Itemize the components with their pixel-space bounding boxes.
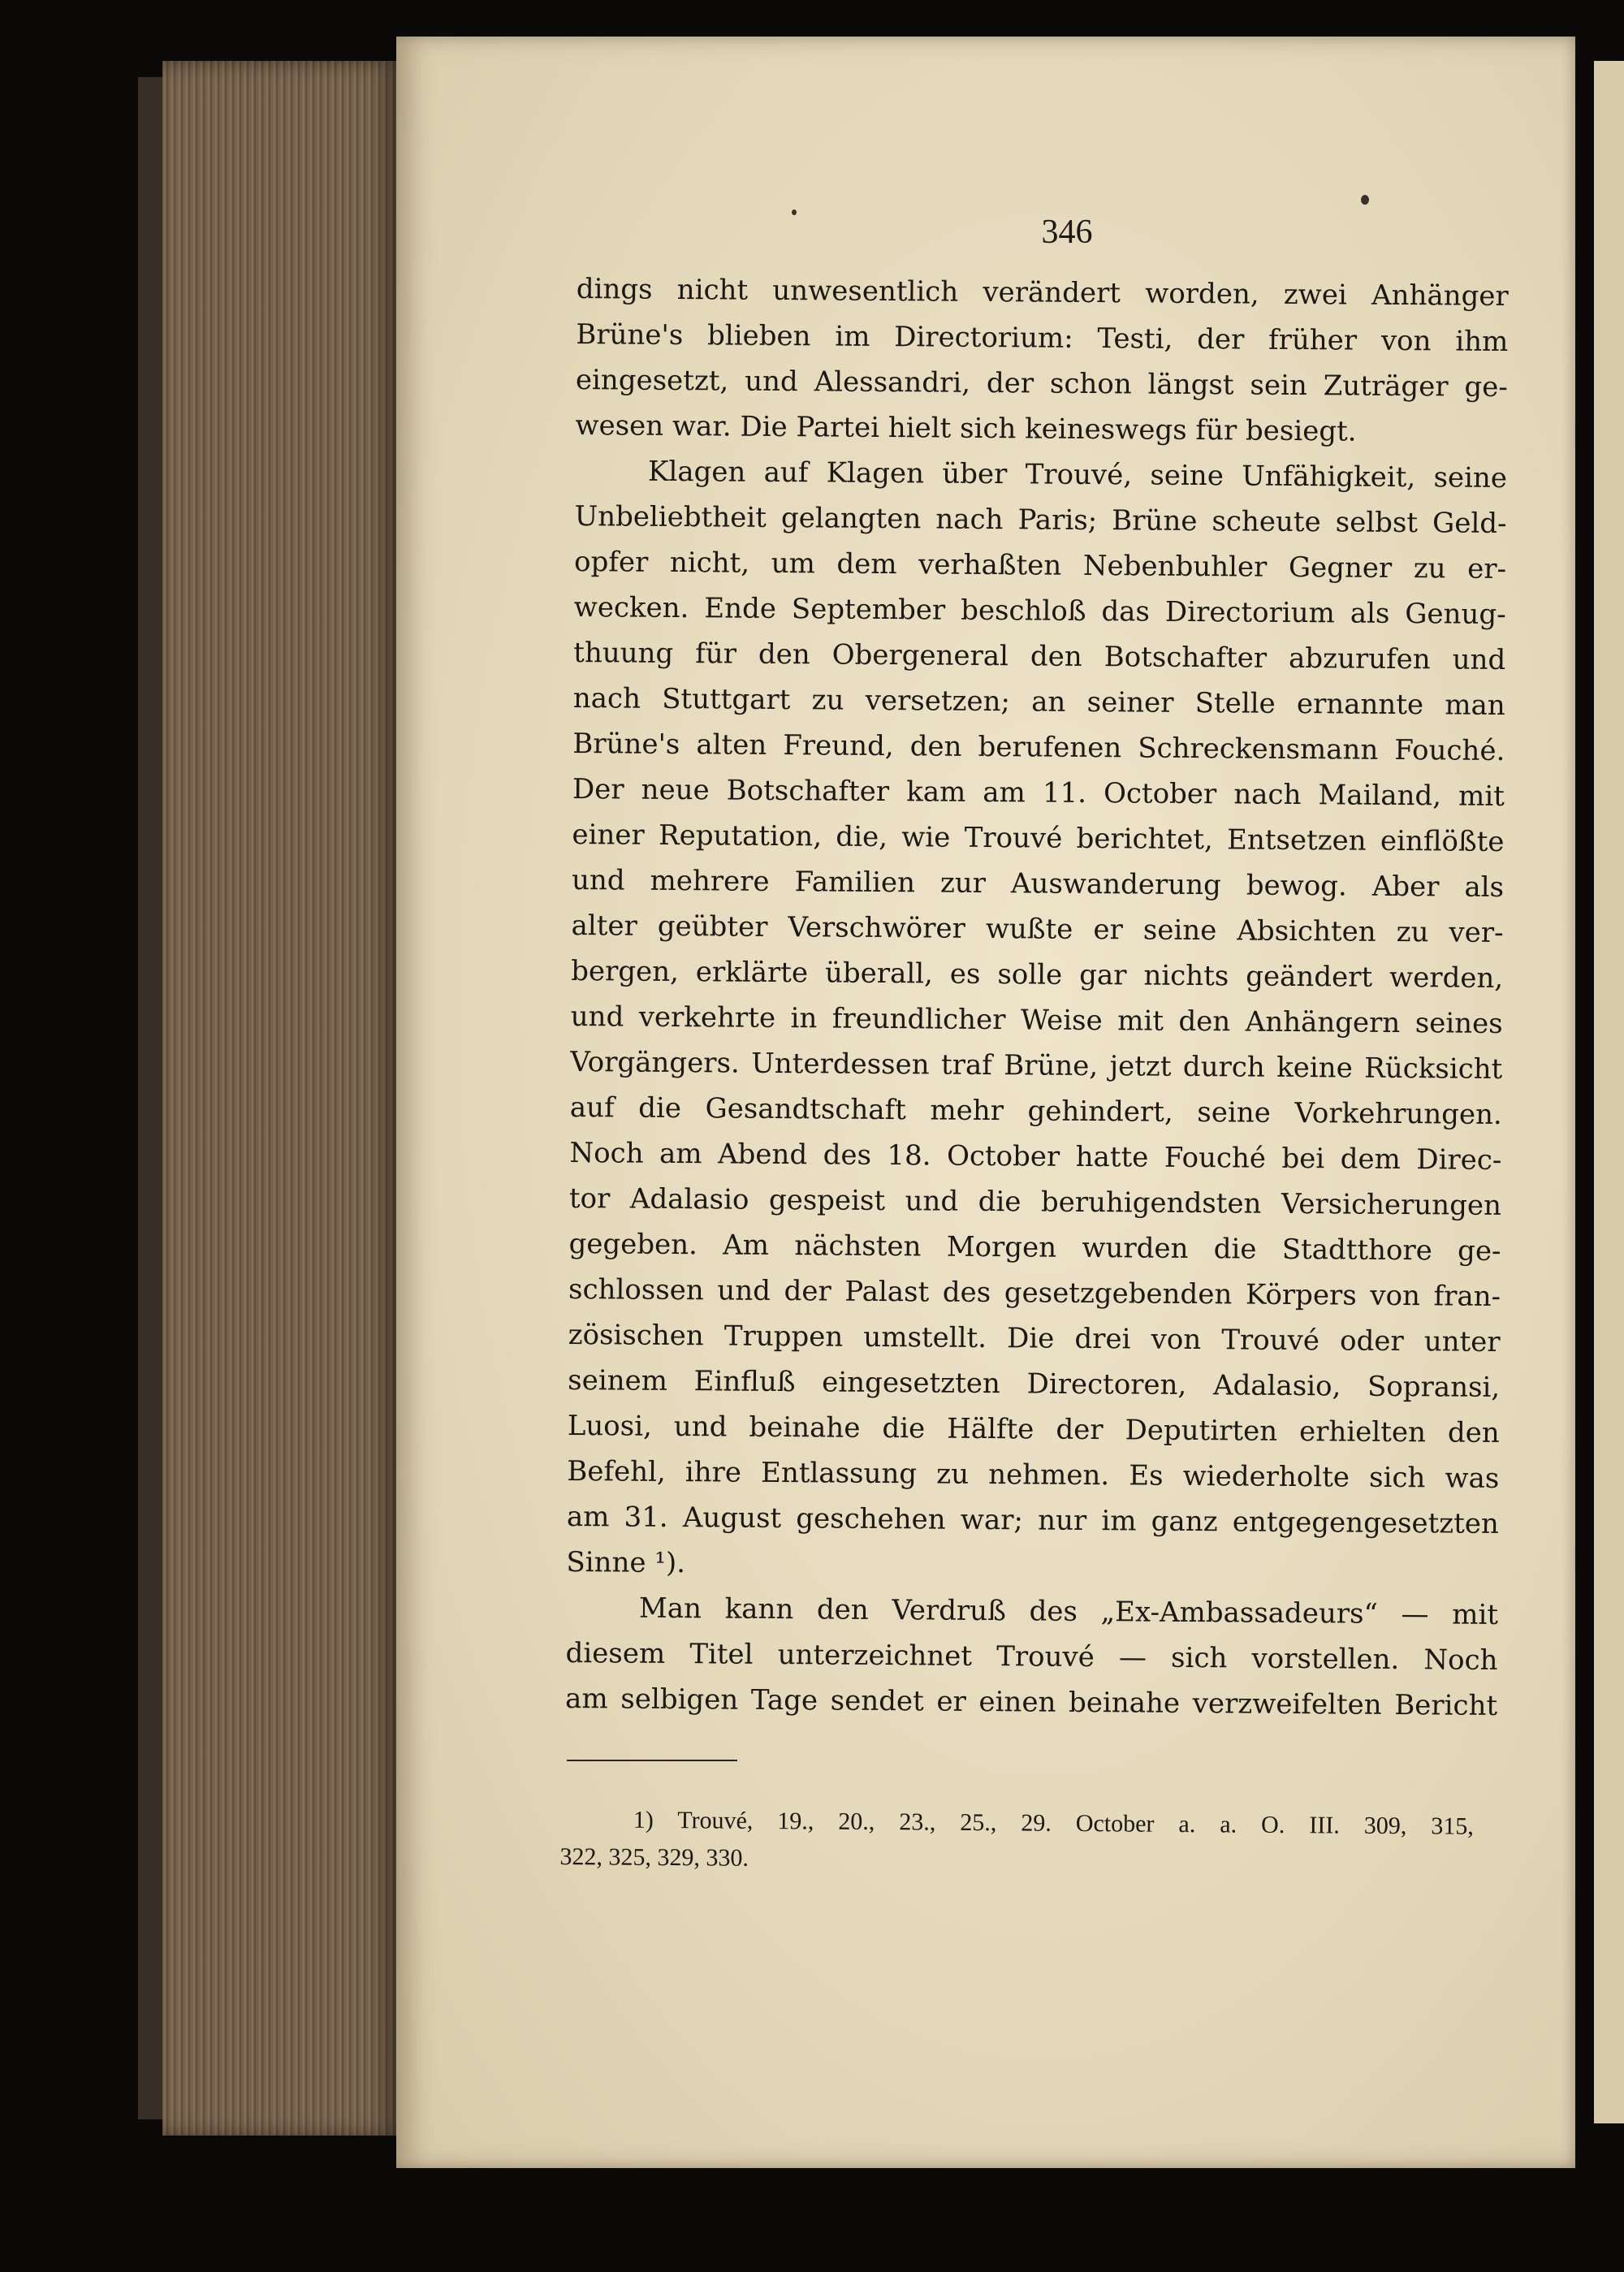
text-line: Der neue Botschafter kam am 11. October nach Mailand, mit (572, 772, 1505, 813)
text-line: einer Reputation, die, wie Trouvé berichtet, Entsetzen einflößte (572, 818, 1505, 858)
text-line: tor Adalasio gespeist und die beruhigendsten Versicherungen (568, 1181, 1502, 1222)
ink-speck (792, 209, 797, 215)
text-line: Brüne's alten Freund, den berufenen Schreckensmann Fouché. (572, 727, 1505, 767)
facing-page-edge (1594, 61, 1624, 2123)
text-line: thuung für den Obergeneral den Botschafter abzurufen und (573, 636, 1506, 677)
text-line: seinem Einfluß eingesetzten Directoren, Adalasio, Sopransi, (568, 1363, 1501, 1404)
text-line: auf die Gesandtschaft mehr gehindert, seine Vorkehrungen. (569, 1091, 1502, 1131)
footnote (559, 1801, 1474, 1883)
text-line: Unbeliebtheit gelangten nach Paris; Brüne scheute selbst Geld- (574, 499, 1507, 541)
footnote-line: 322, 325, 329, 330. (559, 1842, 749, 1872)
text-line: Klagen auf Klagen über Trouvé, seine Unfähigkeit, seine (647, 455, 1508, 495)
text-line: alter geübter Verschwörer wußte er seine Absichten zu ver- (571, 909, 1504, 949)
text-line: am selbigen Tage sendet er einen beinahe verzweifelten Bericht (564, 1682, 1498, 1722)
page-number: 346 (1041, 214, 1093, 251)
footnote-divider (567, 1760, 737, 1761)
text-line: Sinne ¹). (566, 1545, 686, 1580)
text-line: bergen, erklärte überall, es solle gar nichts geändert werden, (571, 954, 1504, 995)
text-line: zösischen Truppen umstellt. Die drei von Trouvé oder unter (568, 1318, 1501, 1358)
text-line: wecken. Ende September beschloß das Directorium als Genug- (573, 590, 1506, 632)
text-line: dings nicht unwesentlich verändert worden, zwei Anhänger (576, 272, 1509, 313)
text-line: Vorgängers. Unterdessen traf Brüne, jetzt durch keine Rücksicht (570, 1045, 1503, 1086)
text-line: Befehl, ihre Entlassung zu nehmen. Es wiederholte sich was (567, 1454, 1500, 1495)
text-line: Luosi, und beinahe die Hälfte der Deputirten erhielten den (567, 1409, 1500, 1449)
text-line: schlossen und der Palast des gesetzgebenden Körpers von fran- (568, 1272, 1501, 1313)
text-line: diesem Titel unterzeichnet Trouvé — sich vorstellen. Noch (565, 1636, 1498, 1677)
text-line: nach Stuttgart zu versetzen; an seiner Stelle ernannte man (572, 681, 1505, 722)
text-line: wesen war. Die Partei hielt sich keineswegs für besiegt. (575, 408, 1357, 448)
text-line: Man kann den Verdruß des „Ex-Ambassadeurs“ — mit (638, 1592, 1499, 1631)
text-line: opfer nicht, um dem verhaßten Nebenbuhler Gegner zu er- (573, 545, 1507, 586)
text-line: am 31. August geschehen war; nur im ganz entgegengesetzten (566, 1500, 1500, 1540)
text-line: und verkehrte in freundlicher Weise mit den Anhängern seines (570, 1000, 1503, 1040)
text-line: und mehrere Familien zur Auswanderung bewog. Aber als (571, 863, 1505, 904)
text-line: gegeben. Am nächsten Morgen wurden die Stadtthore ge- (568, 1227, 1501, 1268)
book-page-edges (162, 61, 398, 2136)
text-line: Noch am Abend des 18. October hatte Fouché bei dem Direc- (569, 1136, 1502, 1177)
text-line: Brüne's blieben im Directorium: Testi, der früher von ihm (576, 317, 1509, 359)
text-line: eingesetzt, und Alessandri, der schon längst sein Zuträger ge- (575, 363, 1509, 404)
body-text (565, 266, 1509, 1729)
footnote-line: 1) Trouvé, 19., 20., 23., 25., 29. October a. a. O. III. 309, 315, (633, 1806, 1474, 1840)
ink-speck (1361, 195, 1369, 205)
